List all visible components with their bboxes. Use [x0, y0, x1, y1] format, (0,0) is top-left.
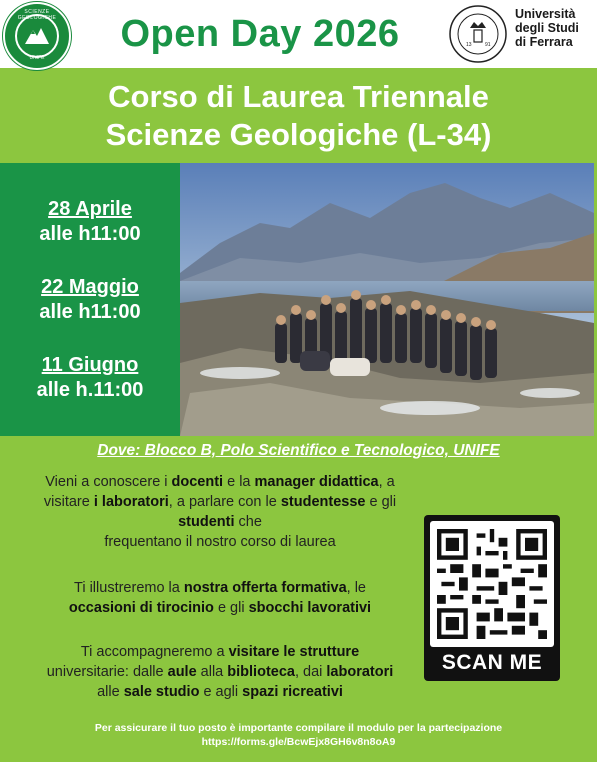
form-link[interactable]: https://forms.gle/BcwEjx8GH6v8n8oA9 [201, 736, 396, 748]
time-label: alle h11:00 [39, 223, 141, 245]
scan-me-label: SCAN ME [441, 651, 543, 674]
date-label: 11 Giugno [41, 354, 139, 376]
footer-note: Per assicurare il tuo posto è importante compilare il modulo per la partecipazione [94, 722, 503, 734]
logo-bottom-text: UNIFE [29, 55, 45, 61]
header-bar [0, 0, 597, 68]
offer-paragraph: Ti illustreremo la nostra offerta formativa, le occasioni di tirocinio e gli sbocchi lavorativi [68, 580, 372, 616]
university-line3: di Ferrara [515, 35, 573, 49]
scienze-geologiche-logo-icon [3, 2, 71, 70]
dates-panel [0, 163, 180, 436]
group-photo [180, 163, 594, 436]
time-label: alle h11:00 [39, 301, 141, 323]
footer [0, 721, 597, 749]
date-item [0, 197, 180, 247]
qr-code-icon [437, 529, 547, 639]
university-line1: Università [515, 7, 576, 21]
date-label: 22 Maggio [41, 276, 139, 298]
university-seal-icon [448, 4, 508, 64]
date-label: 28 Aprile [48, 198, 132, 220]
mountain-icon [23, 22, 51, 50]
bottom-strip [0, 762, 597, 768]
svg-text:91: 91 [485, 42, 491, 48]
qr-code[interactable] [424, 515, 560, 681]
intro-paragraph: Vieni a conoscere i docenti e la manager didattica, a visitare i laboratori, a parlare con le studentesse e gli studenti che frequentano il nostro corso di laurea [43, 474, 397, 550]
course-title-line1: Corso di Laurea Triennale [108, 79, 489, 114]
location-text: Dove: Blocco B, Polo Scientifico e Tecnologico, UNIFE [97, 442, 500, 459]
university-line2: degli Studi [515, 21, 579, 35]
time-label: alle h.11:00 [36, 379, 144, 401]
university-name [515, 7, 597, 49]
course-title [0, 78, 597, 154]
tour-paragraph: Ti accompagneremo a visitare le strutture universitarie: dalle aule alla biblioteca, dai laboratori alle sale studio e agli spazi ricreativi [46, 644, 394, 700]
page-title: Open Day 2026 [120, 13, 400, 55]
logo-top-text: SCIENZE GEOLOGICHE [17, 9, 57, 21]
date-item [0, 275, 180, 325]
course-title-line2: Scienze Geologiche (L-34) [105, 117, 492, 152]
qr-code-area[interactable] [430, 521, 554, 647]
svg-text:13: 13 [466, 42, 472, 48]
date-item [0, 353, 180, 403]
